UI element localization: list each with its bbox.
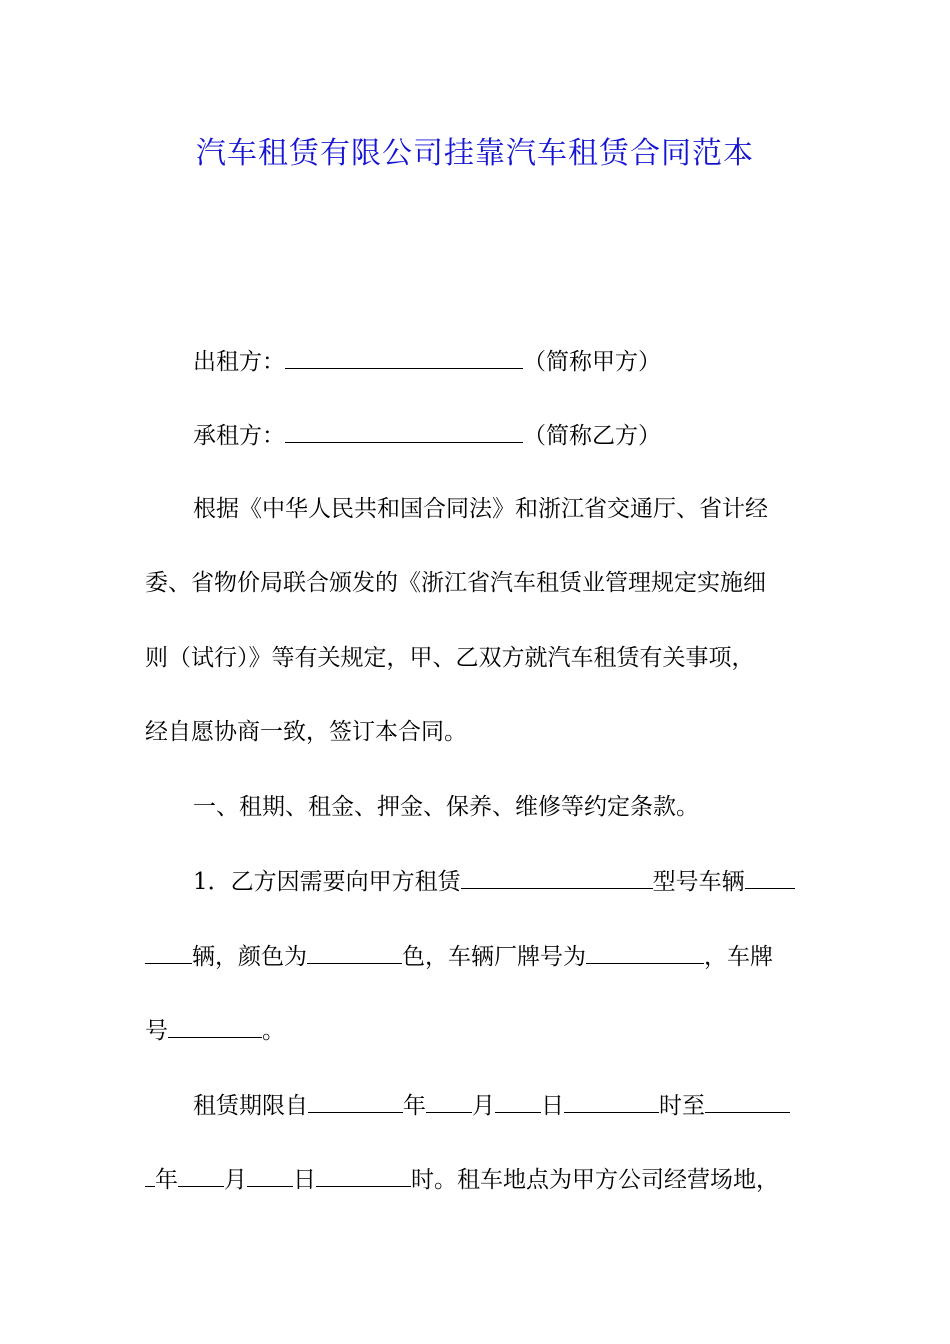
end-hour-blank[interactable] [316, 1164, 411, 1187]
day-label: 日 [541, 1093, 564, 1119]
document-title: 汽车租赁有限公司挂靠汽车租赁合同范本 [196, 136, 754, 171]
lessee-label: 承租方： [193, 423, 285, 449]
start-year-blank[interactable] [308, 1090, 403, 1113]
end-year-blank[interactable] [705, 1090, 790, 1113]
intro-line: 根据《中华人民共和国合同法》和浙江省交通厅、省计经 [193, 496, 768, 522]
clause-text: 1．乙方因需要向甲方租赁 [193, 869, 461, 895]
clause-text: 辆，颜色为 [192, 944, 307, 970]
clause-text: 色，车辆厂牌号为 [402, 944, 586, 970]
start-hour-blank[interactable] [564, 1090, 659, 1113]
lessee-suffix: （简称乙方） [523, 423, 661, 449]
clause-text: ，车牌 [704, 944, 773, 970]
intro-line: 则（试行）》等有关规定，甲、乙双方就汽车租赁有关事项， [145, 645, 755, 671]
year-label: 年 [155, 1167, 178, 1193]
vehicle-count-blank-cont[interactable] [145, 941, 192, 964]
start-month-blank[interactable] [426, 1090, 472, 1113]
month-label: 月 [472, 1093, 495, 1119]
color-blank[interactable] [307, 941, 402, 964]
end-day-blank[interactable] [247, 1164, 293, 1187]
day-label: 日 [293, 1167, 316, 1193]
clause1-line1 [193, 866, 795, 897]
clause-text: 时。租车地点为甲方公司经营场地， [411, 1167, 779, 1193]
period-line1 [193, 1090, 790, 1121]
vehicle-count-blank[interactable] [745, 866, 795, 889]
year-label: 年 [403, 1093, 426, 1119]
lessor-line [193, 346, 661, 377]
clause-text: 型号车辆 [652, 869, 745, 895]
license-plate-blank[interactable] [168, 1015, 262, 1038]
period-line2 [145, 1164, 779, 1195]
lessee-name-blank[interactable] [285, 420, 523, 443]
clause-text: 租赁期限自 [193, 1093, 308, 1119]
clause-text: 。 [262, 1018, 285, 1044]
section-heading: 一、租期、租金、押金、保养、维修等约定条款。 [193, 794, 699, 820]
factory-plate-blank[interactable] [586, 941, 704, 964]
intro-line: 经自愿协商一致，签订本合同。 [145, 719, 467, 745]
vehicle-model-blank[interactable] [461, 866, 653, 889]
clause1-line2 [145, 941, 773, 972]
lessor-label: 出租方： [193, 349, 285, 375]
clause-text: 号 [145, 1018, 168, 1044]
month-label: 月 [224, 1167, 247, 1193]
end-year-blank-cont[interactable] [145, 1164, 155, 1187]
lessor-suffix: （简称甲方） [523, 349, 661, 375]
clause-text: 时至 [659, 1093, 705, 1119]
intro-line: 委、省物价局联合颁发的《浙江省汽车租赁业管理规定实施细 [145, 570, 766, 596]
clause1-line3 [145, 1015, 285, 1046]
lessor-name-blank[interactable] [285, 346, 523, 369]
end-month-blank[interactable] [178, 1164, 224, 1187]
lessee-line [193, 420, 661, 451]
start-day-blank[interactable] [495, 1090, 541, 1113]
